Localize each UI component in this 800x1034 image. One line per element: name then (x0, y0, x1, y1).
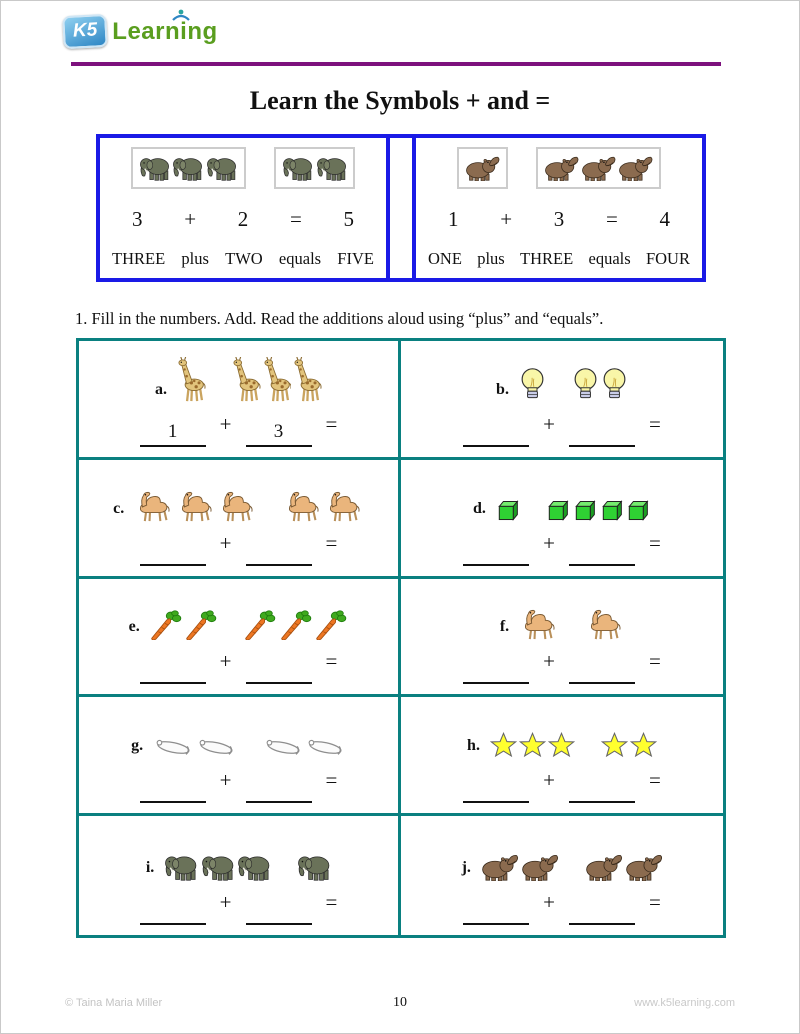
hippo-icon (544, 155, 579, 181)
answer-blank-1[interactable] (140, 656, 206, 684)
star-icon (490, 732, 517, 759)
safety-pin-icon (305, 736, 346, 759)
exercise-pictures (407, 707, 717, 759)
plus-symbol: + (219, 768, 232, 793)
answer-blank-1[interactable] (140, 897, 206, 925)
answer-row (407, 881, 717, 929)
giraffe-icon (263, 357, 292, 403)
exercise-cell-d (401, 460, 723, 579)
icon-group (481, 853, 559, 881)
star-icon (601, 732, 628, 759)
equals-symbol: = (325, 411, 338, 436)
equation-term: 1 (448, 206, 459, 231)
example-divider (386, 138, 416, 278)
logo-person-icon (170, 8, 192, 22)
exercise-label: h. (467, 737, 480, 755)
icon-group (519, 367, 546, 403)
example-picture-box (131, 147, 246, 189)
equation-term: 4 (659, 206, 670, 231)
example-words (104, 249, 382, 269)
exercise-pictures (407, 470, 717, 522)
answer-blank-1[interactable] (463, 419, 529, 447)
exercise-pictures (407, 826, 717, 881)
hippo-icon (585, 853, 623, 881)
equation-term: = (605, 206, 618, 231)
answer-blank-2[interactable] (569, 656, 635, 684)
cube-icon (626, 499, 651, 522)
equals-symbol: = (649, 890, 661, 914)
carrot-icon (150, 610, 183, 640)
equation-word: FOUR (645, 249, 690, 268)
example-equation (420, 207, 698, 232)
icon-group (297, 853, 331, 881)
icon-group (546, 499, 651, 522)
safety-pin-icon (196, 736, 237, 759)
answer-row (85, 403, 392, 451)
star-icon (519, 732, 546, 759)
icon-group (496, 499, 521, 522)
answer-blank-1[interactable]: 1 (140, 419, 206, 447)
giraffe-icon (232, 357, 261, 403)
icon-group (585, 853, 663, 881)
exercise-label: g. (131, 737, 144, 755)
exercise-label: f. (499, 618, 510, 636)
equation-word: ONE (428, 249, 462, 268)
logo-wordmark (112, 18, 217, 46)
camel-icon (217, 490, 257, 522)
example-cell-2 (416, 138, 702, 278)
example-box (96, 134, 706, 282)
elephant-icon (164, 853, 198, 881)
equation-word: equals (588, 249, 631, 268)
equals-symbol: = (325, 890, 338, 914)
giraffe-icon (177, 357, 206, 403)
camel-icon (585, 608, 625, 640)
lightbulb-icon (519, 367, 546, 403)
exercise-pictures (85, 351, 392, 403)
icon-group (153, 736, 236, 759)
answer-row (407, 640, 717, 688)
equation-word: plus (181, 249, 209, 268)
cube-icon (573, 499, 598, 522)
example-picture-row (420, 147, 698, 189)
header-divider (71, 62, 721, 66)
answer-blank-2[interactable]: 3 (246, 419, 312, 447)
hippo-icon (618, 155, 653, 181)
answer-row (407, 759, 717, 807)
carrot-icon (280, 610, 313, 640)
logo-wordmark-text: Learning (112, 17, 218, 45)
hippo-icon (625, 853, 663, 881)
plus-symbol: + (543, 890, 555, 914)
equals-symbol: = (649, 411, 661, 436)
plus-symbol: + (543, 649, 555, 674)
camel-icon (324, 490, 364, 522)
equals-symbol: = (325, 649, 338, 674)
exercise-label: d. (472, 499, 486, 517)
icon-group (134, 490, 257, 522)
exercise-pictures (85, 707, 392, 759)
equals-symbol: = (649, 649, 661, 674)
icon-group (544, 155, 654, 181)
example-picture-box (457, 147, 508, 189)
answer-blank-1[interactable] (463, 775, 529, 803)
camel-icon (134, 490, 174, 522)
cube-icon (496, 499, 521, 522)
example-words (420, 249, 698, 269)
answer-blank-2[interactable] (246, 775, 312, 803)
equation-word: THREE (112, 249, 166, 268)
icon-group (283, 490, 364, 522)
star-icon (548, 732, 575, 759)
answer-blank-1[interactable] (463, 897, 529, 925)
answer-row (407, 522, 717, 570)
example-picture-box (536, 147, 662, 189)
equals-symbol: = (325, 530, 338, 555)
carrot-icon (315, 610, 348, 640)
equation-term: + (500, 206, 513, 231)
answer-blank-2[interactable] (246, 897, 312, 925)
equation-term: 3 (553, 206, 565, 231)
exercise-pictures (85, 826, 392, 881)
answer-row (85, 640, 392, 688)
icon-group (601, 732, 657, 759)
elephant-icon (206, 155, 238, 181)
plus-symbol: + (219, 649, 232, 674)
plus-symbol: + (219, 890, 232, 914)
exercise-cell-a (79, 341, 401, 460)
exercise-cell-f (401, 579, 723, 698)
icon-group (585, 608, 625, 640)
lightbulb-icon (572, 367, 599, 403)
elephant-icon (297, 853, 331, 881)
exercise-cell-c (79, 460, 401, 579)
answer-blank-1[interactable] (463, 656, 529, 684)
example-picture-box (274, 147, 356, 189)
elephant-icon (172, 155, 204, 181)
star-icon (630, 732, 657, 759)
exercise-cell-b (401, 341, 723, 460)
equation-word: equals (278, 249, 322, 268)
hippo-icon (521, 853, 559, 881)
equation-word: plus (477, 249, 505, 268)
elephant-icon (237, 853, 271, 881)
icon-group (465, 155, 500, 181)
answer-row (85, 522, 392, 570)
answer-blank-2[interactable] (246, 538, 312, 566)
answer-blank-2[interactable] (246, 656, 312, 684)
example-equation (104, 207, 382, 232)
safety-pin-icon (153, 736, 194, 759)
hippo-icon (581, 155, 616, 181)
camel-icon (519, 608, 559, 640)
plus-symbol: + (543, 530, 555, 555)
answer-blank-2[interactable] (569, 419, 635, 447)
exercise-pictures (407, 589, 717, 641)
carrot-icon (185, 610, 218, 640)
example-picture-row (104, 147, 382, 189)
exercise-cell-e (79, 579, 401, 698)
exercise-cell-g (79, 697, 401, 816)
answer-row (407, 403, 717, 451)
exercise-cell-i (79, 816, 401, 935)
equation-word: FIVE (337, 249, 374, 268)
plus-symbol: + (543, 411, 555, 436)
footer-copyright: © Taina Maria Miller (65, 997, 163, 1009)
giraffe-icon (293, 357, 322, 403)
safety-pin-icon (263, 736, 304, 759)
exercise-cell-h (401, 697, 723, 816)
example-cell-1 (100, 138, 386, 278)
exercise-label: j. (461, 859, 471, 876)
lightbulb-icon (601, 367, 628, 403)
answer-blank-2[interactable] (569, 897, 635, 925)
elephant-icon (282, 155, 314, 181)
icon-group (232, 357, 322, 403)
icon-group (139, 155, 238, 181)
equals-symbol: = (649, 768, 661, 793)
camel-icon (176, 490, 216, 522)
exercise-table (76, 338, 726, 938)
equation-term: = (289, 206, 302, 231)
exercise-pictures (85, 589, 392, 641)
hippo-icon (481, 853, 519, 881)
icon-group (282, 155, 348, 181)
answer-blank-2[interactable] (569, 775, 635, 803)
plus-symbol: + (219, 530, 232, 555)
icon-group (519, 608, 559, 640)
answer-blank-1[interactable] (140, 775, 206, 803)
plus-symbol: + (219, 411, 232, 436)
equation-term: 3 (132, 206, 143, 231)
equation-term: 2 (237, 206, 249, 231)
plus-symbol: + (543, 768, 555, 793)
page-title: Learn the Symbols + and = (249, 86, 551, 115)
page-number: 10 (393, 995, 407, 1010)
camel-icon (283, 490, 323, 522)
exercise-pictures (407, 351, 717, 403)
equals-symbol: = (325, 768, 338, 793)
k5-learning-logo (63, 15, 218, 48)
k5-logo-badge: K5 (62, 14, 108, 49)
carrot-icon (244, 610, 277, 640)
icon-group (164, 853, 271, 881)
icon-group (150, 610, 219, 640)
exercise-label: i. (145, 859, 155, 876)
exercise-label: b. (496, 380, 509, 398)
icon-group (177, 357, 206, 403)
exercise-label: e. (128, 618, 140, 636)
cube-icon (600, 499, 625, 522)
equation-word: TWO (225, 249, 263, 268)
exercise-cell-j (401, 816, 723, 935)
elephant-icon (139, 155, 171, 181)
equation-term: 5 (343, 206, 354, 231)
elephant-icon (201, 853, 235, 881)
icon-group (244, 610, 348, 640)
exercise-pictures (85, 470, 392, 522)
answer-row (85, 881, 392, 929)
icon-group (263, 736, 346, 759)
equation-term: + (184, 206, 197, 231)
equation-word: THREE (520, 249, 574, 268)
hippo-icon (465, 155, 500, 181)
answer-blank-2[interactable] (569, 538, 635, 566)
answer-blank-1[interactable] (140, 538, 206, 566)
footer-website: www.k5learning.com (634, 997, 735, 1009)
answer-row (85, 759, 392, 807)
exercise-label: a. (155, 380, 167, 398)
cube-icon (546, 499, 571, 522)
answer-blank-1[interactable] (463, 538, 529, 566)
elephant-icon (316, 155, 348, 181)
equals-symbol: = (649, 530, 661, 555)
icon-group (490, 732, 575, 759)
exercise-label: c. (113, 499, 125, 517)
exercise-instruction: 1. Fill in the numbers. Add. Read the additions aloud using “plus” and “equals”. (75, 309, 604, 328)
icon-group (572, 367, 628, 403)
